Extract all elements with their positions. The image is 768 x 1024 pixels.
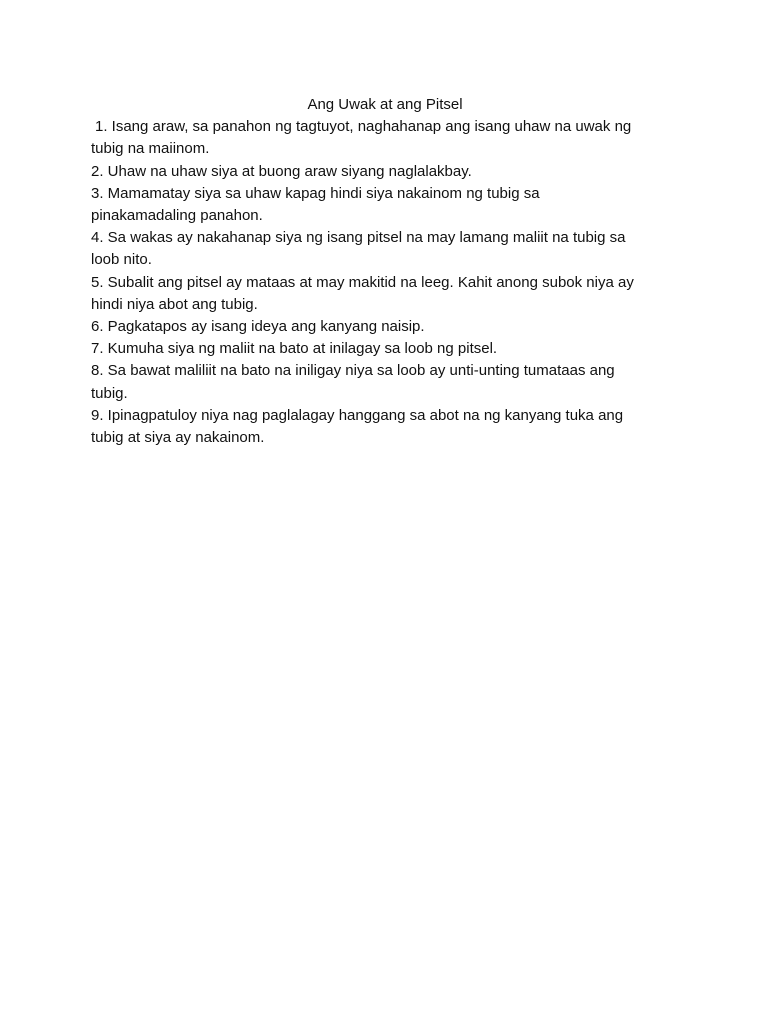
story-line-2 [91, 161, 691, 183]
story-line-5-text-a: 5. Subalit ang pitsel ay mataas at may makitid na leeg. Kahit anong subok niya ay [91, 273, 634, 291]
story-line-1 [91, 116, 691, 160]
story-line-6 [91, 316, 691, 338]
story-line-6-text-a: 6. Pagkatapos ay isang ideya ang kanyang naisip. [91, 318, 425, 336]
story-line-9-text-b: tubig at siya ay nakainom. [91, 429, 265, 447]
document-body [91, 94, 691, 449]
story-line-3-text-b: pinakamadaling panahon. [91, 207, 263, 225]
story-line-4-text-a: 4. Sa wakas ay nakahanap siya ng isang pitsel na may lamang maliit na tubig sa [91, 229, 626, 247]
story-line-8-text-b: tubig. [91, 384, 128, 402]
story-line-3-text-a: 3. Mamamatay siya sa uhaw kapag hindi siya nakainom ng tubig sa [91, 184, 540, 202]
story-line-7 [91, 338, 691, 360]
story-line-7-text-a: 7. Kumuha siya ng maliit na bato at inilagay sa loob ng pitsel. [91, 340, 498, 358]
story-line-8-text-a: 8. Sa bawat maliliit na bato na iniligay niya sa loob ay unti-unting tumataas ang [91, 362, 615, 380]
story-line-1-text-b: tubig na maiinom. [91, 140, 210, 158]
story-line-4 [91, 227, 691, 271]
story-line-4-text-b: loob nito. [91, 251, 152, 269]
story-line-9-text-a: 9. Ipinagpatuloy niya nag paglalagay hanggang sa abot na ng kanyang tuka ang [91, 406, 624, 424]
document-title: Ang Uwak at ang Pitsel [307, 96, 463, 113]
story-line-3 [91, 183, 691, 227]
story-line-5 [91, 272, 691, 316]
story-line-1-text-a: 1. Isang araw, sa panahon ng tagtuyot, naghahanap ang isang uhaw na uwak ng [95, 118, 632, 136]
story-line-5-text-b: hindi niya abot ang tubig. [91, 295, 258, 313]
story-line-2-text-a: 2. Uhaw na uhaw siya at buong araw siyang naglalakbay. [91, 162, 472, 180]
story-line-9 [91, 405, 691, 449]
story-line-8 [91, 360, 691, 404]
